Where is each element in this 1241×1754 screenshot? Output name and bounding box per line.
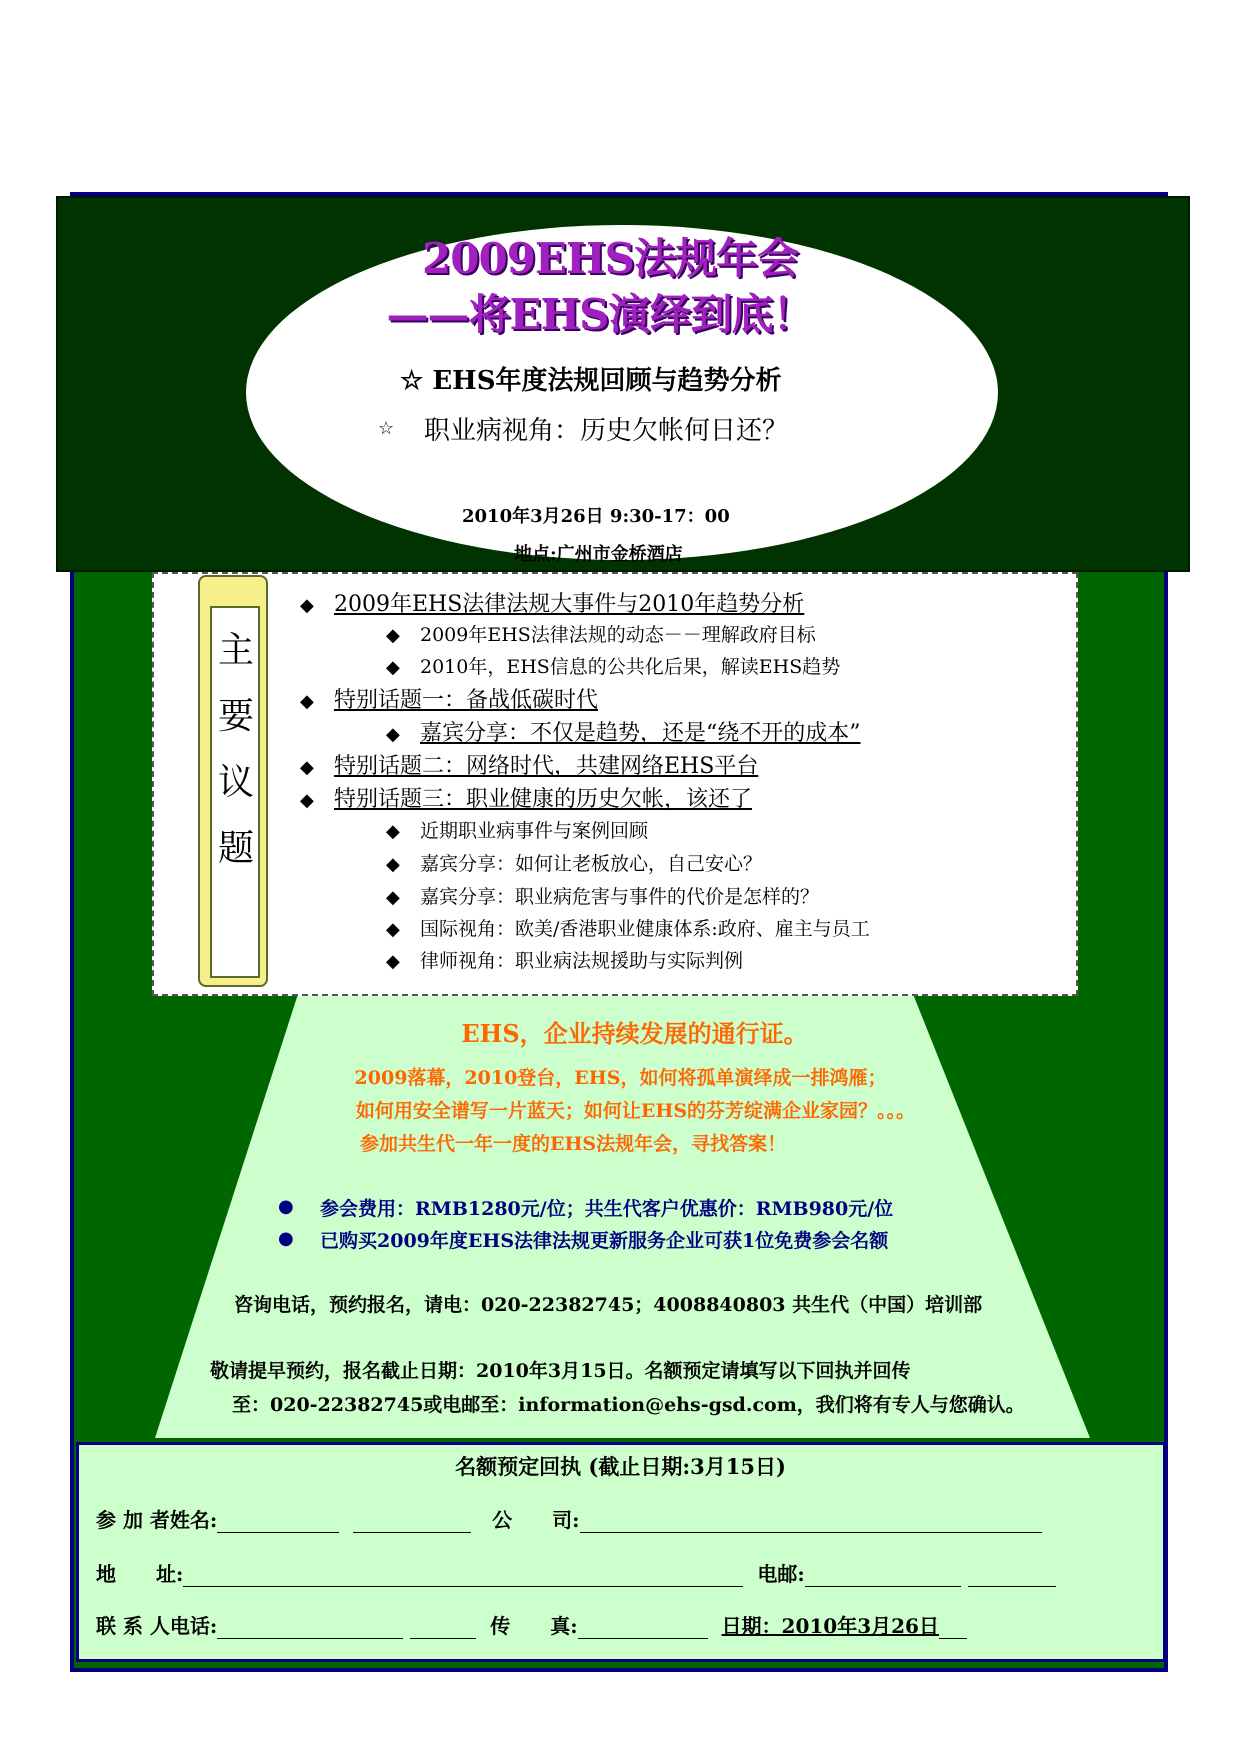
agenda-item-text: 国际视角：欧美/香港职业健康体系:政府、雇主与员工 xyxy=(420,918,870,940)
phone-field-2[interactable] xyxy=(410,1618,476,1639)
email-field[interactable] xyxy=(805,1566,961,1587)
agenda-subtopic xyxy=(386,652,840,679)
date-label: 日期：2010年3月26日 xyxy=(721,1614,939,1638)
diamond-bullet-icon: ◆ xyxy=(300,790,314,811)
agenda-subtopic xyxy=(386,882,819,909)
agenda-topic xyxy=(300,749,758,780)
form-title: 名额预定回执 (截止日期:3月15日) xyxy=(455,1454,786,1479)
theme-2: 职业病视角：历史欠帐何日还？ xyxy=(424,416,789,446)
agenda-item-text: 嘉宾分享：如何让老板放心，自己安心？ xyxy=(420,853,763,875)
agenda-item-text: 特别话题一：备战低碳时代 xyxy=(334,688,599,713)
agenda-item-text: 特别话题三：职业健康的历史欠帐，该还了 xyxy=(334,787,753,812)
diamond-bullet-icon: ◆ xyxy=(386,821,400,842)
title-line-1: 2009EHS法规年会 xyxy=(422,234,798,283)
fax-field[interactable] xyxy=(578,1618,708,1639)
bullet-dot-icon: ● xyxy=(278,1228,294,1249)
form-row-3 xyxy=(96,1610,967,1639)
diamond-bullet-icon: ◆ xyxy=(386,625,400,646)
agenda-topic xyxy=(300,782,752,813)
agenda-title-char: 题 xyxy=(217,828,254,869)
diamond-bullet-icon: ◆ xyxy=(386,919,400,940)
event-location: 地点:广州市金桥酒店 xyxy=(514,544,683,565)
bullet-dot-icon: ● xyxy=(278,1196,294,1217)
agenda-topic xyxy=(300,683,598,714)
company-label: 公 司: xyxy=(492,1508,580,1532)
diamond-bullet-icon: ◆ xyxy=(300,595,314,616)
promo-line-2: 如何用安全谱写一片蓝天；如何让EHS的芬芳绽满企业家园？。。。 xyxy=(355,1100,916,1122)
slogan: EHS，企业持续发展的通行证。 xyxy=(461,1019,808,1048)
event-datetime: 2010年3月26日 9:30-17：00 xyxy=(462,506,730,527)
diamond-bullet-icon: ◆ xyxy=(386,724,400,745)
free-seat-info: 已购买2009年度EHS法律法规更新服务企业可获1位免费参会名额 xyxy=(320,1230,889,1252)
diamond-bullet-icon: ◆ xyxy=(386,657,400,678)
agenda-item-text: 2009年EHS法律法规的动态－－理解政府目标 xyxy=(420,624,816,646)
agenda-item-text: 2009年EHS法律法规大事件与2010年趋势分析 xyxy=(334,592,805,617)
email-field-2[interactable] xyxy=(968,1566,1056,1587)
title-line-2: ——将EHS演绎到底！ xyxy=(386,290,814,339)
agenda-item-text: 特别话题二：网络时代，共建网络EHS平台 xyxy=(334,754,759,779)
contact-info: 咨询电话，预约报名，请电：020-22382745；4008840803 共生代（中国）培训部 xyxy=(234,1294,983,1316)
promo-line-3: 参加共生代一年一度的EHS法规年会，寻找答案！ xyxy=(360,1133,787,1155)
form-row-1 xyxy=(96,1504,1042,1533)
agenda-subtopic xyxy=(386,849,762,876)
agenda-item-text: 近期职业病事件与案例回顾 xyxy=(420,820,649,842)
agenda-subtopic xyxy=(386,816,648,843)
agenda-item-text: 嘉宾分享：职业病危害与事件的代价是怎样的？ xyxy=(420,886,820,908)
agenda-item-text: 2010年，EHS信息的公共化后果，解读EHS趋势 xyxy=(420,656,841,678)
theme-1: ☆ EHS年度法规回顾与趋势分析 xyxy=(400,366,782,396)
name-label: 参 加 者姓名: xyxy=(96,1508,218,1532)
phone-field[interactable] xyxy=(217,1618,403,1639)
name-field-2[interactable] xyxy=(353,1512,471,1533)
agenda-item-text: 嘉宾分享：不仅是趋势，还是“绕不开的成本” xyxy=(420,721,861,746)
date-line xyxy=(939,1618,967,1639)
address-field[interactable] xyxy=(183,1566,743,1587)
promo-line-1: 2009落幕，2010登台，EHS，如何将孤单演绎成一排鸿雁； xyxy=(354,1067,887,1089)
agenda-subtopic xyxy=(386,716,861,747)
fee-info: 参会费用：RMB1280元/位；共生代客户优惠价：RMB980元/位 xyxy=(320,1198,894,1220)
star-icon: ☆ xyxy=(378,418,395,439)
agenda-topic xyxy=(300,587,804,618)
agenda-subtopic xyxy=(386,620,816,647)
agenda-item-text: 律师视角：职业病法规援助与实际判例 xyxy=(420,950,744,972)
phone-label: 联 系 人电话: xyxy=(96,1614,218,1638)
agenda-subtopic xyxy=(386,914,870,941)
fax-label: 传 真: xyxy=(490,1614,578,1638)
company-field[interactable] xyxy=(580,1512,1042,1533)
form-row-2 xyxy=(96,1558,1056,1587)
agenda-title-char: 要 xyxy=(217,696,254,737)
agenda-subtopic xyxy=(386,946,743,973)
diamond-bullet-icon: ◆ xyxy=(386,887,400,908)
agenda-title-char: 议 xyxy=(217,762,254,803)
diamond-bullet-icon: ◆ xyxy=(386,951,400,972)
diamond-bullet-icon: ◆ xyxy=(386,854,400,875)
agenda-title-char: 主 xyxy=(217,630,254,671)
deadline-note-2: 至：020-22382745或电邮至：information@ehs-gsd.com，我们将有专人与您确认。 xyxy=(232,1394,1025,1416)
deadline-note-1: 敬请提早预约，报名截止日期：2010年3月15日。名额预定请填写以下回执并回传 xyxy=(210,1360,911,1382)
email-label: 电邮: xyxy=(757,1562,805,1586)
name-field[interactable] xyxy=(217,1512,339,1533)
address-label: 地 址: xyxy=(96,1562,184,1586)
diamond-bullet-icon: ◆ xyxy=(300,757,314,778)
diamond-bullet-icon: ◆ xyxy=(300,691,314,712)
